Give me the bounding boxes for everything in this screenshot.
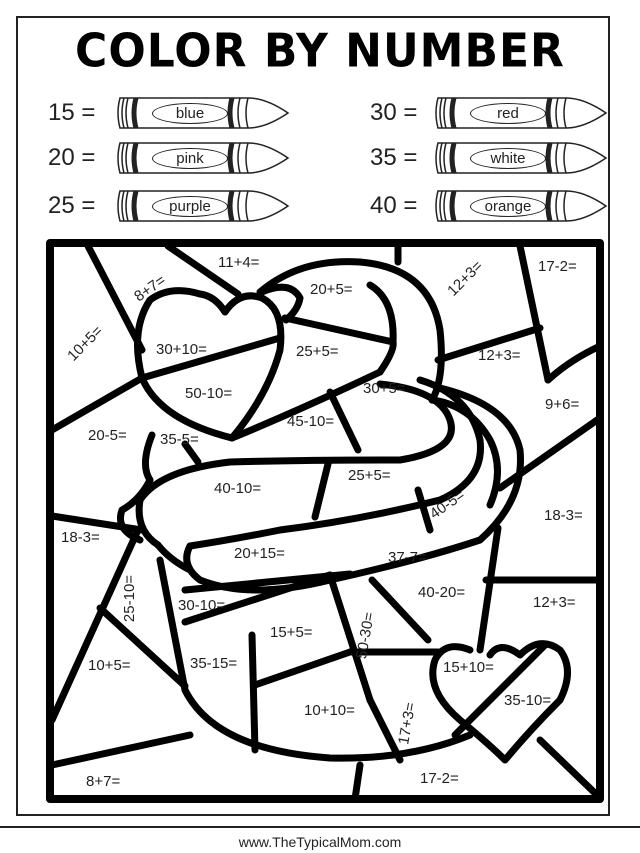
key-number: 40 = (370, 192, 418, 219)
equation-35-10: 35-10= (504, 692, 552, 709)
equation-12+3-bottom: 12+3= (533, 594, 576, 611)
equation-30+10: 30+10= (156, 341, 207, 358)
key-number: 20 = (48, 144, 96, 171)
equation-50-10: 50-10= (185, 385, 233, 402)
equation-8+7-bottom: 8+7= (86, 773, 121, 790)
key-number: 35 = (370, 144, 418, 171)
equation-10+5: 10+5= (64, 322, 107, 365)
key-number: 25 = (48, 192, 96, 219)
equation-30-10: 30-10= (178, 597, 226, 614)
crayon-label: red (470, 103, 546, 124)
crayon-label: white (470, 148, 546, 169)
crayon-label: orange (470, 196, 546, 217)
equation-40-5: 40-5= (426, 486, 469, 523)
equation-12+3-top: 12+3= (444, 257, 487, 300)
equation-15+10: 15+10= (443, 659, 494, 676)
equation-35-5: 35-5= (160, 431, 199, 448)
equation-45-10: 45-10= (287, 413, 335, 430)
equation-20-5: 20-5= (88, 427, 127, 444)
equation-17-2-top: 17-2= (538, 258, 577, 275)
page-title: COLOR BY NUMBER (75, 24, 565, 79)
equation-35-15: 35-15= (190, 655, 238, 672)
equation-10+5-bottom: 10+5= (88, 657, 131, 674)
footer-url: www.TheTypicalMom.com (238, 834, 402, 850)
crayon-label: pink (152, 148, 228, 169)
equation-10+10: 10+10= (304, 702, 355, 719)
crayon-label: purple (152, 196, 228, 217)
key-number: 15 = (48, 99, 96, 126)
equation-18-3-right: 18-3= (544, 507, 583, 524)
key-number: 30 = (370, 99, 418, 126)
equation-20+5: 20+5= (310, 281, 353, 298)
equation-50-30: 50-30= (353, 610, 379, 661)
equation-17-2-bottom: 17-2= (420, 770, 459, 787)
equation-25+5-upper: 25+5= (296, 343, 339, 360)
equation-8+7: 8+7= (131, 271, 169, 306)
footer-divider (0, 826, 640, 828)
equation-11+4: 11+4= (218, 254, 260, 271)
equation-17+3: 17+3= (395, 701, 420, 746)
equation-37-7: 37-7= (388, 549, 427, 566)
equation-25-10: 25-10= (121, 574, 139, 623)
crayon-label: blue (152, 103, 228, 124)
equation-15+5: 15+5= (270, 624, 313, 641)
equation-12+3-right: 12+3= (478, 347, 521, 364)
equation-18-3-left: 18-3= (61, 529, 100, 546)
equation-30+5: 30+5= (363, 380, 406, 397)
equation-40-20: 40-20= (418, 584, 466, 601)
equation-25+5-band: 25+5= (348, 467, 391, 484)
equation-9+6: 9+6= (545, 396, 580, 413)
equation-20+15: 20+15= (234, 545, 285, 562)
equation-40-10: 40-10= (214, 480, 262, 497)
